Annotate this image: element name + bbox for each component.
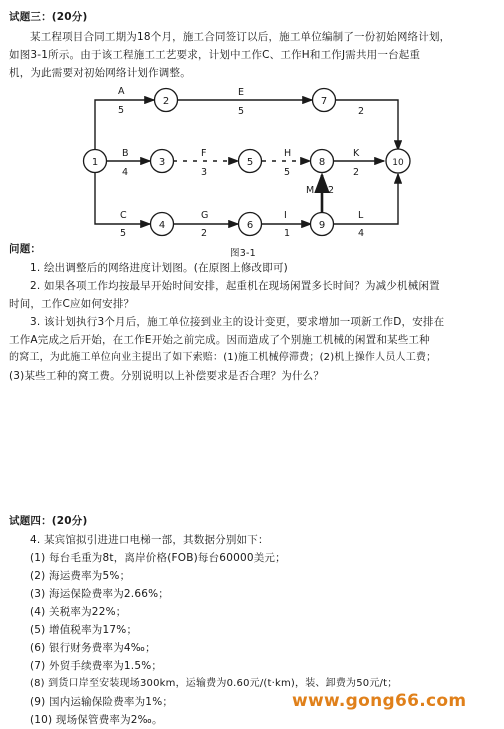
q4-item-1: (1) 每台毛重为8t，离岸价格(FOB)每台60000美元；: [30, 552, 286, 564]
svg-text:3: 3: [158, 157, 166, 168]
label-H: H: [284, 148, 292, 159]
label-L: L: [358, 210, 364, 221]
q3-question-3-line-1: 3. 该计划执行3个月后，施工单位接到业主的设计变更，要求增加一项新工作D，安排在: [30, 316, 445, 328]
node-10: [386, 149, 410, 173]
q3-question-2-line-2: 时间，工作C应如何安排？: [9, 298, 135, 310]
label-I: I: [284, 210, 287, 221]
svg-text:6: 6: [246, 220, 254, 231]
q4-item-3: (3) 海运保险费率为2.66%；: [30, 588, 169, 600]
duration-A: 5: [118, 105, 125, 116]
label-F: F: [201, 148, 207, 159]
node-2: [155, 89, 178, 112]
label-K: K: [353, 148, 360, 159]
node-3: [151, 150, 174, 173]
q3-question-3-line-3: 的窝工，为此施工单位向业主提出了如下索赔：(1)施工机械停滞费；(2)机上操作人员人工费；: [9, 352, 437, 363]
duration-H: 5: [284, 167, 291, 178]
arrow-7-10: [335, 100, 398, 150]
duration-I: 1: [284, 228, 291, 239]
duration-B: 4: [122, 167, 129, 178]
q4-intro: 4. 某宾馆拟引进进口电梯一部，其数据分别如下：: [30, 534, 269, 546]
svg-text:7: 7: [320, 96, 328, 107]
q3-question-3-line-2: 工作A完成之后开始，在工作E开始之前完成。因而造成了个别施工机械的闲置和某些工种: [9, 334, 430, 346]
node-7: [313, 89, 336, 112]
svg-text:8: 8: [318, 157, 326, 168]
label-C: C: [120, 210, 127, 221]
svg-text:4: 4: [158, 220, 166, 231]
q3-title: 试题三：(20分): [9, 11, 88, 23]
figure-caption: 图3-1: [230, 248, 256, 259]
q3-intro-line-1: 某工程项目合同工期为18个月，施工合同签订以后，施工单位编制了一份初始网络计划，: [30, 31, 451, 43]
arrow-A: [95, 100, 154, 150]
node-9: [311, 213, 334, 236]
svg-text:10: 10: [392, 158, 404, 168]
duration-F: 3: [201, 167, 208, 178]
node-4: [151, 213, 174, 236]
q3-intro-line-3: 机，为此需要对初始网络计划作调整。: [9, 67, 191, 79]
q4-item-6: (6) 银行财务费率为4‰；: [30, 642, 156, 654]
node-1: [84, 150, 107, 173]
node-5: [239, 150, 262, 173]
q4-title: 试题四：(20分): [9, 515, 88, 527]
q4-item-8: (8) 到货口岸至安装现场300km，运输费为0.60元/(t·km)，装、卸费为50元/t；: [30, 678, 398, 689]
q4-item-4: (4) 关税率为22%；: [30, 606, 127, 618]
svg-text:2: 2: [162, 96, 170, 107]
arrow-L: [334, 174, 398, 224]
q4-item-10: (10) 现场保管费率为2‰。: [30, 714, 163, 726]
node-6: [239, 213, 262, 236]
duration-M: 2: [328, 185, 335, 196]
duration-7-10: 2: [358, 106, 365, 117]
svg-text:5: 5: [246, 157, 254, 168]
q3-question-3-line-4: (3)某些工种的窝工费。分别说明以上补偿要求是否合理？为什么？: [9, 370, 325, 382]
q4-item-7: (7) 外贸手续费率为1.5%；: [30, 660, 163, 672]
q3-questions-title: 问题：: [9, 243, 42, 255]
node-8: [311, 150, 334, 173]
svg-text:1: 1: [91, 157, 99, 168]
q3-question-1: 1. 绘出调整后的网络进度计划图。(在原图上修改即可): [30, 262, 288, 274]
svg-text:9: 9: [318, 220, 326, 231]
label-M: M: [306, 185, 315, 196]
duration-G: 2: [201, 228, 208, 239]
q3-intro-line-2: 如图3-1所示。由于该工程施工工艺要求，计划中工作C、工作H和工作J需共用一台起重: [9, 49, 421, 61]
q4-item-5: (5) 增值税率为17%；: [30, 624, 138, 636]
duration-C: 5: [120, 228, 127, 239]
q4-item-2: (2) 海运费率为5%；: [30, 570, 131, 582]
label-B: B: [122, 148, 129, 159]
watermark: www.gong66.com: [292, 691, 467, 711]
label-A: A: [118, 86, 125, 97]
q4-item-9: (9) 国内运输保险费率为1%；: [30, 696, 174, 708]
duration-E: 5: [238, 106, 245, 117]
label-E: E: [238, 87, 245, 98]
duration-L: 4: [358, 228, 365, 239]
q3-question-2-line-1: 2. 如果各项工作均按最早开始时间安排，起重机在现场闲置多长时间？为减少机械闲置: [30, 280, 440, 292]
label-G: G: [201, 210, 209, 221]
duration-K: 2: [353, 167, 360, 178]
